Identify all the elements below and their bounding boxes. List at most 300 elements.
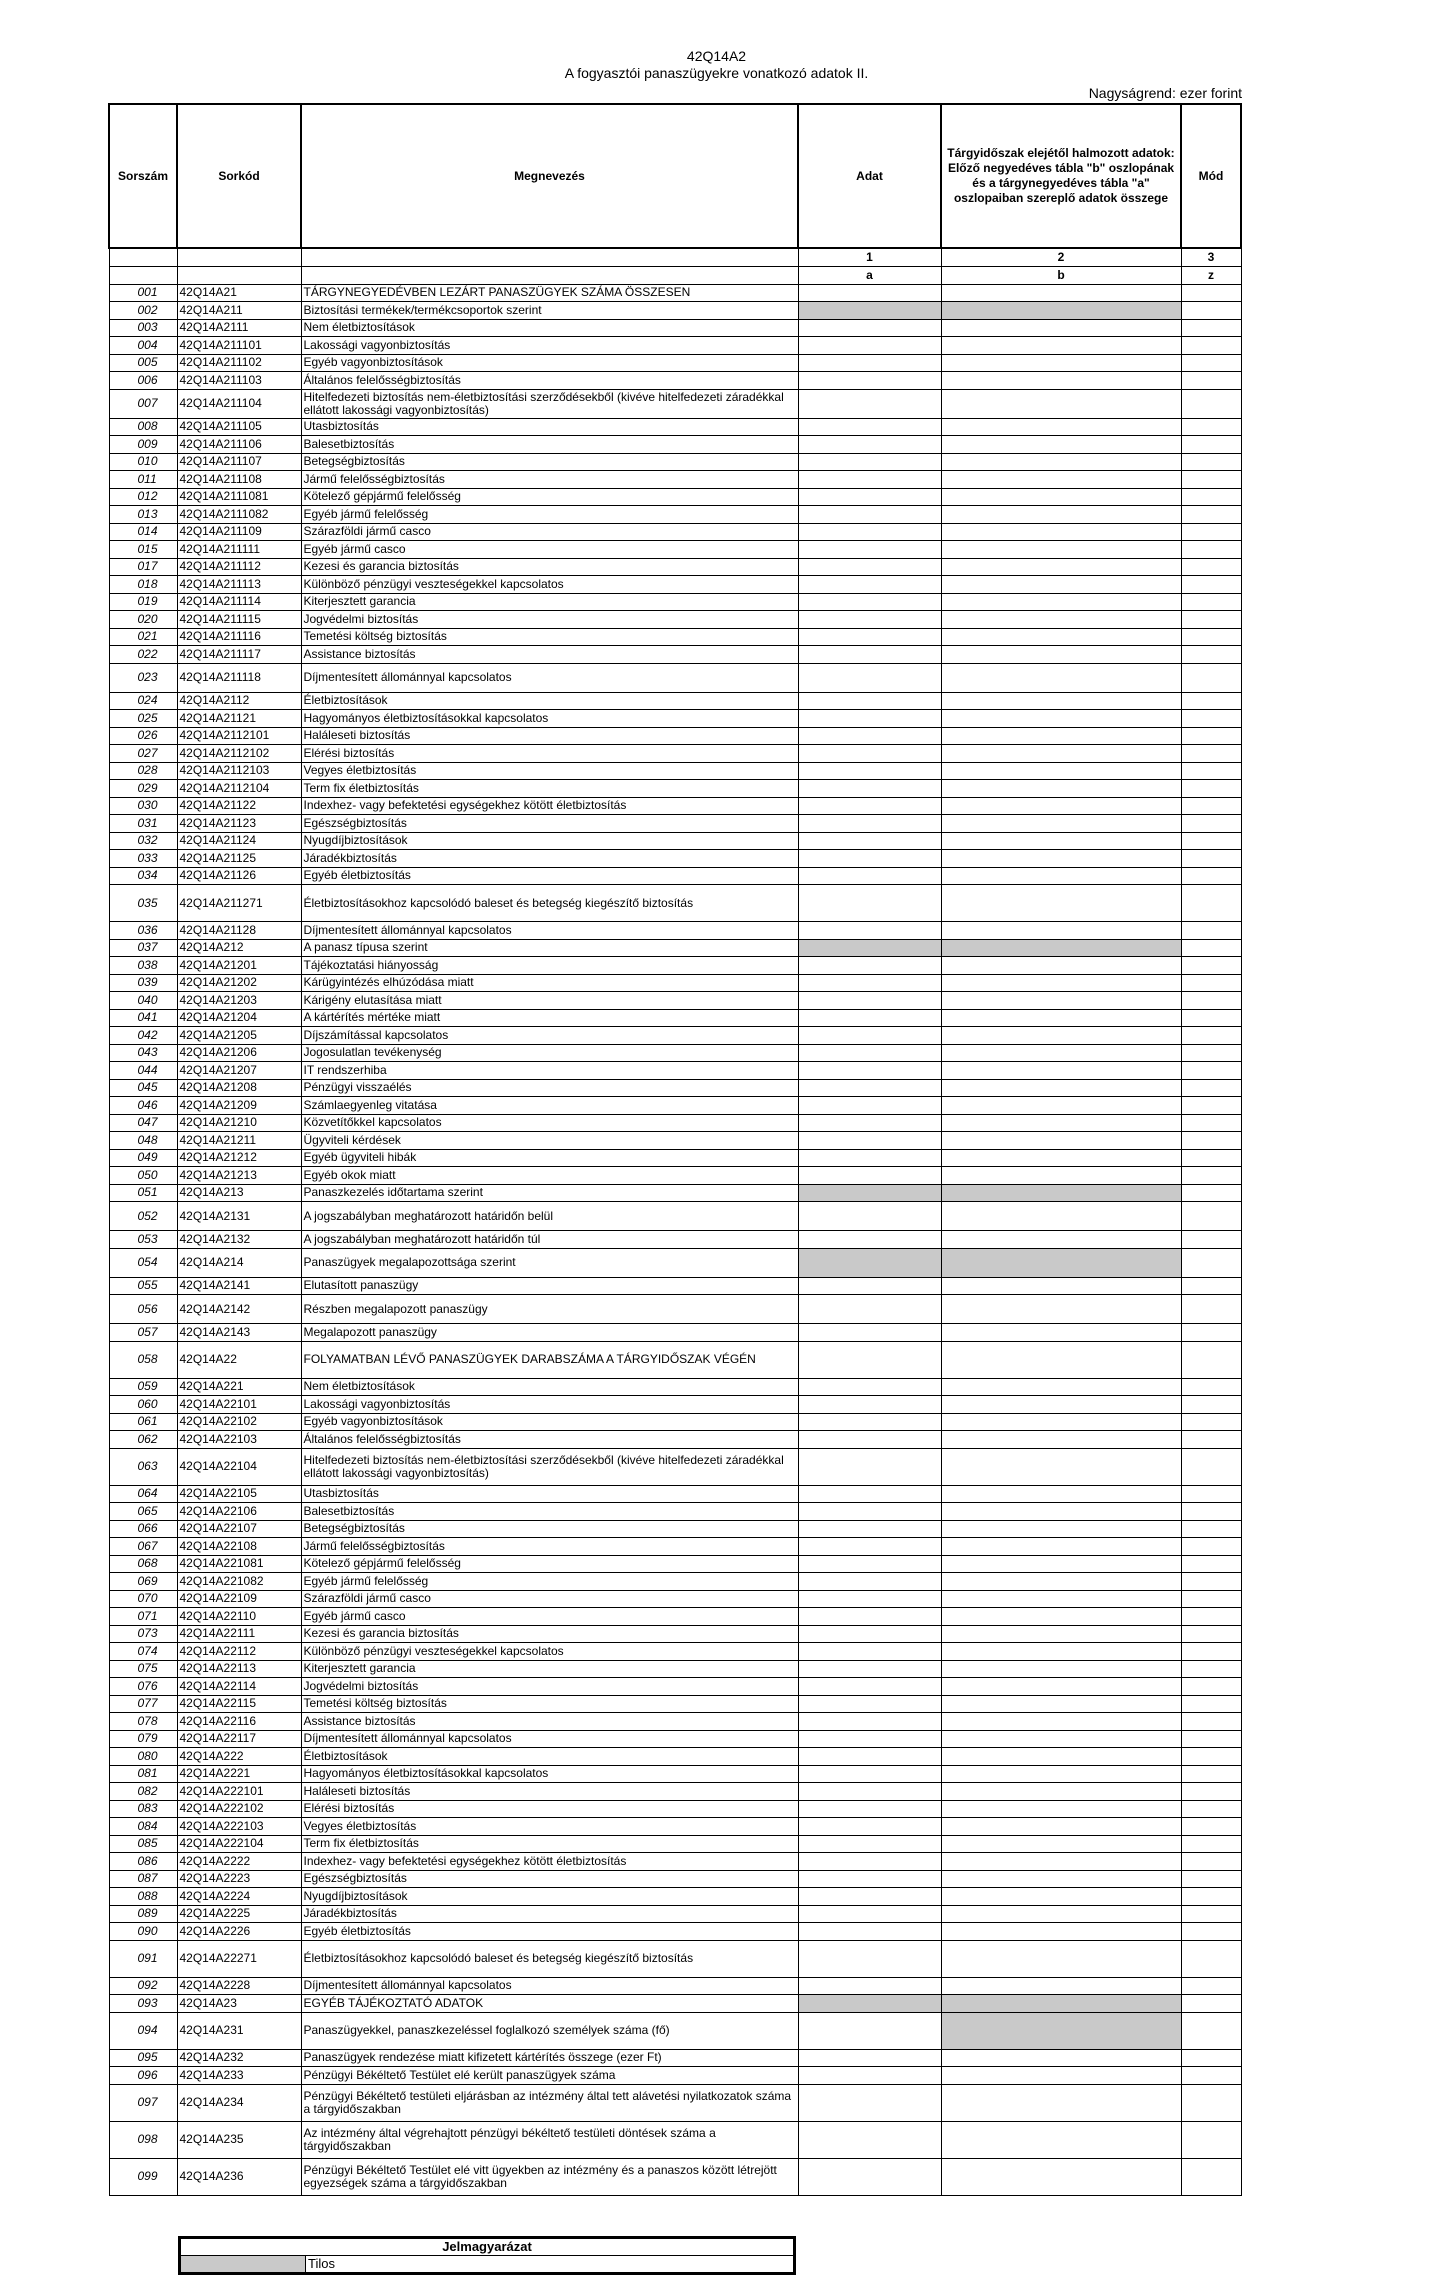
mod-cell[interactable] [1181,780,1241,798]
row-code: 42Q14A21124 [177,832,301,850]
adat-cell[interactable] [798,418,941,436]
row-number: 056 [109,1295,177,1324]
mod-cell[interactable] [1181,1485,1241,1503]
adat-cell[interactable] [798,922,941,940]
adat-cell[interactable] [798,1520,941,1538]
halmozott-cell[interactable] [941,1555,1181,1573]
adat-cell[interactable] [798,1590,941,1608]
adat-cell[interactable] [798,436,941,454]
adat-cell[interactable] [798,506,941,524]
halmozott-cell[interactable] [941,922,1181,940]
mod-cell[interactable] [1181,1248,1241,1277]
halmozott-cell[interactable] [941,1625,1181,1643]
halmozott-cell[interactable] [941,710,1181,728]
adat-cell[interactable] [798,1149,941,1167]
mod-cell[interactable] [1181,1097,1241,1115]
adat-cell[interactable] [798,558,941,576]
adat-cell[interactable] [798,354,941,372]
adat-cell[interactable] [798,471,941,489]
adat-cell[interactable] [798,576,941,594]
adat-cell[interactable] [798,611,941,629]
mod-cell[interactable] [1181,372,1241,390]
adat-cell[interactable] [798,319,941,337]
adat-cell[interactable] [798,1818,941,1836]
adat-cell[interactable] [798,1835,941,1853]
mod-cell[interactable] [1181,646,1241,664]
mod-cell[interactable] [1181,797,1241,815]
adat-cell[interactable] [798,372,941,390]
adat-cell[interactable] [798,1503,941,1521]
halmozott-cell[interactable] [941,1079,1181,1097]
halmozott-cell[interactable] [941,1097,1181,1115]
mod-cell[interactable] [1181,1888,1241,1906]
mod-cell[interactable] [1181,1341,1241,1378]
halmozott-cell[interactable] [941,1062,1181,1080]
adat-cell[interactable] [798,780,941,798]
mod-cell[interactable] [1181,1660,1241,1678]
mod-cell[interactable] [1181,354,1241,372]
adat-cell[interactable] [798,815,941,833]
mod-cell[interactable] [1181,867,1241,885]
mod-cell[interactable] [1181,1378,1241,1396]
mod-cell[interactable] [1181,1324,1241,1342]
mod-cell[interactable] [1181,1009,1241,1027]
mod-cell[interactable] [1181,850,1241,868]
mod-cell[interactable] [1181,2121,1241,2158]
adat-cell[interactable] [798,1888,941,1906]
adat-cell[interactable] [798,1295,941,1324]
halmozott-cell[interactable] [941,957,1181,975]
halmozott-cell[interactable] [941,1783,1181,1801]
halmozott-cell[interactable] [941,576,1181,594]
halmozott-cell[interactable] [941,1695,1181,1713]
halmozott-cell[interactable] [941,337,1181,355]
row-number: 077 [109,1695,177,1713]
adat-cell[interactable] [798,593,941,611]
row-name: Haláleseti biztosítás [301,1783,798,1801]
halmozott-cell[interactable] [941,1730,1181,1748]
adat-cell[interactable] [798,1853,941,1871]
adat-cell[interactable] [798,2012,941,2049]
adat-cell[interactable] [798,1905,941,1923]
mod-cell[interactable] [1181,1555,1241,1573]
halmozott-cell[interactable] [941,992,1181,1010]
halmozott-cell[interactable] [941,471,1181,489]
mod-cell[interactable] [1181,1940,1241,1977]
mod-cell[interactable] [1181,2158,1241,2195]
adat-cell[interactable] [798,2158,941,2195]
halmozott-cell[interactable] [941,1009,1181,1027]
mod-cell[interactable] [1181,1818,1241,1836]
mod-cell[interactable] [1181,523,1241,541]
halmozott-cell[interactable] [941,2158,1181,2195]
page-title: A fogyasztói panaszügyekre vonatkozó adatok II. [564,65,869,81]
adat-cell[interactable] [798,2049,941,2067]
row-name: Egyéb ügyviteli hibák [301,1149,798,1167]
mod-cell[interactable] [1181,1503,1241,1521]
mod-cell[interactable] [1181,337,1241,355]
mod-cell[interactable] [1181,1114,1241,1132]
halmozott-cell[interactable] [941,1870,1181,1888]
row-name: Kötelező gépjármű felelősség [301,1555,798,1573]
halmozott-cell[interactable] [941,1905,1181,1923]
adat-cell[interactable] [798,727,941,745]
row-number: 021 [109,628,177,646]
halmozott-cell[interactable] [941,611,1181,629]
mod-cell[interactable] [1181,1800,1241,1818]
adat-cell[interactable] [798,1783,941,1801]
mod-cell[interactable] [1181,974,1241,992]
halmozott-cell[interactable] [941,692,1181,710]
row-name: Egyéb jármű felelősség [301,506,798,524]
adat-cell[interactable] [798,1940,941,1977]
mod-cell[interactable] [1181,1295,1241,1324]
halmozott-cell[interactable] [941,453,1181,471]
halmozott-cell[interactable] [941,1448,1181,1485]
mod-cell[interactable] [1181,389,1241,418]
mod-cell[interactable] [1181,1923,1241,1941]
adat-cell[interactable] [798,2084,941,2121]
mod-cell[interactable] [1181,1783,1241,1801]
mod-cell[interactable] [1181,284,1241,302]
halmozott-cell[interactable] [941,1167,1181,1185]
row-code: 42Q14A211107 [177,453,301,471]
adat-cell[interactable] [798,1277,941,1295]
halmozott-cell[interactable] [941,1977,1181,1995]
adat-cell[interactable] [798,284,941,302]
mod-cell[interactable] [1181,1277,1241,1295]
mod-cell[interactable] [1181,1695,1241,1713]
adat-cell[interactable] [798,1923,941,1941]
adat-cell[interactable] [798,1800,941,1818]
halmozott-cell[interactable] [941,1538,1181,1556]
mod-cell[interactable] [1181,1573,1241,1591]
halmozott-cell[interactable] [941,1643,1181,1661]
halmozott-cell[interactable] [941,1027,1181,1045]
halmozott-cell[interactable] [941,1132,1181,1150]
adat-cell[interactable] [798,1431,941,1449]
adat-cell[interactable] [798,1608,941,1626]
halmozott-cell[interactable] [941,1341,1181,1378]
halmozott-cell[interactable] [941,1608,1181,1626]
mod-cell[interactable] [1181,957,1241,975]
adat-cell[interactable] [798,337,941,355]
halmozott-cell[interactable] [941,797,1181,815]
mod-cell[interactable] [1181,1396,1241,1414]
mod-cell[interactable] [1181,2049,1241,2067]
halmozott-cell[interactable] [941,541,1181,559]
mod-cell[interactable] [1181,488,1241,506]
halmozott-cell[interactable] [941,1573,1181,1591]
halmozott-cell[interactable] [941,1485,1181,1503]
adat-cell[interactable] [798,1202,941,1231]
mod-cell[interactable] [1181,710,1241,728]
row-name: Utasbiztosítás [301,1485,798,1503]
row-number: 094 [109,2012,177,2049]
halmozott-cell[interactable] [941,284,1181,302]
halmozott-cell[interactable] [941,1853,1181,1871]
row-code: 42Q14A22110 [177,1608,301,1626]
adat-cell[interactable] [798,850,941,868]
halmozott-cell[interactable] [941,850,1181,868]
adat-cell[interactable] [798,1378,941,1396]
halmozott-cell[interactable] [941,1431,1181,1449]
halmozott-cell[interactable] [941,1295,1181,1324]
mod-cell[interactable] [1181,506,1241,524]
halmozott-cell[interactable] [941,1923,1181,1941]
halmozott-cell[interactable] [941,628,1181,646]
adat-cell[interactable] [798,1448,941,1485]
halmozott-cell[interactable] [941,885,1181,922]
adat-cell[interactable] [798,453,941,471]
adat-cell[interactable] [798,1678,941,1696]
adat-cell[interactable] [798,628,941,646]
mod-cell[interactable] [1181,1231,1241,1249]
adat-cell[interactable] [798,1625,941,1643]
adat-cell[interactable] [798,1485,941,1503]
mod-cell[interactable] [1181,593,1241,611]
mod-cell[interactable] [1181,1132,1241,1150]
mod-cell[interactable] [1181,1678,1241,1696]
halmozott-cell[interactable] [941,1396,1181,1414]
adat-cell[interactable] [798,885,941,922]
halmozott-cell[interactable] [941,832,1181,850]
adat-cell[interactable] [798,1977,941,1995]
halmozott-cell[interactable] [941,1940,1181,1977]
halmozott-cell[interactable] [941,780,1181,798]
halmozott-cell[interactable] [941,1660,1181,1678]
mod-cell[interactable] [1181,1853,1241,1871]
mod-cell[interactable] [1181,1413,1241,1431]
mod-cell[interactable] [1181,1520,1241,1538]
adat-cell[interactable] [798,523,941,541]
adat-cell[interactable] [798,1695,941,1713]
halmozott-cell[interactable] [941,762,1181,780]
mod-cell[interactable] [1181,663,1241,692]
halmozott-cell[interactable] [941,436,1181,454]
adat-cell[interactable] [798,1062,941,1080]
row-number: 095 [109,2049,177,2067]
halmozott-cell[interactable] [941,867,1181,885]
halmozott-cell[interactable] [941,1520,1181,1538]
adat-cell[interactable] [798,2121,941,2158]
halmozott-cell[interactable] [941,558,1181,576]
adat-cell[interactable] [798,1231,941,1249]
halmozott-cell[interactable] [941,1888,1181,1906]
adat-cell[interactable] [798,1167,941,1185]
mod-cell[interactable] [1181,939,1241,957]
adat-cell[interactable] [798,974,941,992]
halmozott-cell[interactable] [941,1800,1181,1818]
mod-cell[interactable] [1181,628,1241,646]
halmozott-cell[interactable] [941,1277,1181,1295]
halmozott-cell[interactable] [941,1378,1181,1396]
adat-cell[interactable] [798,1097,941,1115]
adat-cell[interactable] [798,541,941,559]
adat-cell[interactable] [798,1413,941,1431]
mod-cell[interactable] [1181,1977,1241,1995]
halmozott-cell[interactable] [941,319,1181,337]
mod-cell[interactable] [1181,576,1241,594]
mod-cell[interactable] [1181,436,1241,454]
mod-cell[interactable] [1181,1870,1241,1888]
mod-cell[interactable] [1181,558,1241,576]
mod-cell[interactable] [1181,815,1241,833]
mod-cell[interactable] [1181,2084,1241,2121]
halmozott-cell[interactable] [941,372,1181,390]
mod-cell[interactable] [1181,1538,1241,1556]
mod-cell[interactable] [1181,1905,1241,1923]
mod-cell[interactable] [1181,1765,1241,1783]
halmozott-cell[interactable] [941,974,1181,992]
halmozott-cell[interactable] [941,506,1181,524]
halmozott-cell[interactable] [941,2049,1181,2067]
mod-cell[interactable] [1181,471,1241,489]
mod-cell[interactable] [1181,1625,1241,1643]
adat-cell[interactable] [798,1009,941,1027]
halmozott-cell[interactable] [941,593,1181,611]
halmozott-cell[interactable] [941,1765,1181,1783]
mod-cell[interactable] [1181,1079,1241,1097]
adat-cell[interactable] [798,1114,941,1132]
halmozott-cell[interactable] [941,1835,1181,1853]
halmozott-cell[interactable] [941,1202,1181,1231]
adat-cell[interactable] [798,992,941,1010]
mod-cell[interactable] [1181,992,1241,1010]
adat-cell[interactable] [798,1730,941,1748]
row-code: 42Q14A22113 [177,1660,301,1678]
halmozott-cell[interactable] [941,727,1181,745]
halmozott-cell[interactable] [941,2084,1181,2121]
halmozott-cell[interactable] [941,1324,1181,1342]
adat-cell[interactable] [798,389,941,418]
mod-cell[interactable] [1181,1590,1241,1608]
mod-cell[interactable] [1181,1643,1241,1661]
mod-cell[interactable] [1181,1431,1241,1449]
adat-cell[interactable] [798,646,941,664]
mod-cell[interactable] [1181,418,1241,436]
adat-cell[interactable] [798,1538,941,1556]
adat-cell[interactable] [798,1044,941,1062]
mod-cell[interactable] [1181,1608,1241,1626]
halmozott-cell[interactable] [941,2121,1181,2158]
adat-cell[interactable] [798,1870,941,1888]
mod-cell[interactable] [1181,1027,1241,1045]
halmozott-cell[interactable] [941,1818,1181,1836]
halmozott-cell[interactable] [941,1713,1181,1731]
halmozott-cell[interactable] [941,1503,1181,1521]
adat-cell[interactable] [798,1079,941,1097]
halmozott-cell[interactable] [941,1044,1181,1062]
adat-cell[interactable] [798,1643,941,1661]
mod-cell[interactable] [1181,302,1241,320]
adat-cell[interactable] [798,1396,941,1414]
col-letter-b: b [941,266,1181,284]
halmozott-cell[interactable] [941,2067,1181,2085]
halmozott-cell[interactable] [941,389,1181,418]
adat-cell[interactable] [798,1132,941,1150]
halmozott-cell[interactable] [941,488,1181,506]
mod-cell[interactable] [1181,1062,1241,1080]
adat-cell[interactable] [798,1573,941,1591]
mod-cell[interactable] [1181,2012,1241,2049]
adat-cell[interactable] [798,1027,941,1045]
halmozott-cell[interactable] [941,646,1181,664]
adat-cell[interactable] [798,1660,941,1678]
mod-cell[interactable] [1181,762,1241,780]
halmozott-cell[interactable] [941,418,1181,436]
adat-cell[interactable] [798,1713,941,1731]
mod-cell[interactable] [1181,611,1241,629]
adat-cell[interactable] [798,1748,941,1766]
mod-cell[interactable] [1181,541,1241,559]
mod-cell[interactable] [1181,2067,1241,2085]
mod-cell[interactable] [1181,1835,1241,1853]
adat-cell[interactable] [798,762,941,780]
adat-cell[interactable] [798,692,941,710]
mod-cell[interactable] [1181,1167,1241,1185]
mod-cell[interactable] [1181,1202,1241,1231]
adat-cell[interactable] [798,710,941,728]
adat-cell[interactable] [798,1324,941,1342]
halmozott-cell[interactable] [941,815,1181,833]
halmozott-cell[interactable] [941,1678,1181,1696]
adat-cell[interactable] [798,957,941,975]
row-number: 075 [109,1660,177,1678]
mod-cell[interactable] [1181,885,1241,922]
mod-cell[interactable] [1181,1995,1241,2013]
mod-cell[interactable] [1181,1448,1241,1485]
halmozott-cell[interactable] [941,1748,1181,1766]
adat-cell[interactable] [798,663,941,692]
mod-cell[interactable] [1181,1713,1241,1731]
mod-cell[interactable] [1181,1044,1241,1062]
mod-cell[interactable] [1181,1730,1241,1748]
mod-cell[interactable] [1181,692,1241,710]
adat-cell[interactable] [798,2067,941,2085]
mod-cell[interactable] [1181,727,1241,745]
adat-cell[interactable] [798,745,941,763]
halmozott-cell[interactable] [941,663,1181,692]
mod-cell[interactable] [1181,922,1241,940]
adat-cell[interactable] [798,797,941,815]
mod-cell[interactable] [1181,745,1241,763]
adat-cell[interactable] [798,1341,941,1378]
halmozott-cell[interactable] [941,1231,1181,1249]
halmozott-cell[interactable] [941,745,1181,763]
halmozott-cell[interactable] [941,1590,1181,1608]
mod-cell[interactable] [1181,1748,1241,1766]
adat-cell[interactable] [798,867,941,885]
adat-cell[interactable] [798,832,941,850]
table-row [109,611,1241,629]
row-name: A kártérítés mértéke miatt [301,1009,798,1027]
mod-cell[interactable] [1181,453,1241,471]
halmozott-cell[interactable] [941,1114,1181,1132]
halmozott-cell[interactable] [941,523,1181,541]
mod-cell[interactable] [1181,832,1241,850]
mod-cell[interactable] [1181,319,1241,337]
adat-cell[interactable] [798,488,941,506]
adat-cell[interactable] [798,1765,941,1783]
adat-cell[interactable] [798,1555,941,1573]
halmozott-cell[interactable] [941,354,1181,372]
halmozott-cell[interactable] [941,1149,1181,1167]
halmozott-cell[interactable] [941,1413,1181,1431]
mod-cell[interactable] [1181,1149,1241,1167]
mod-cell[interactable] [1181,1184,1241,1202]
row-name: Jogvédelmi biztosítás [301,1678,798,1696]
